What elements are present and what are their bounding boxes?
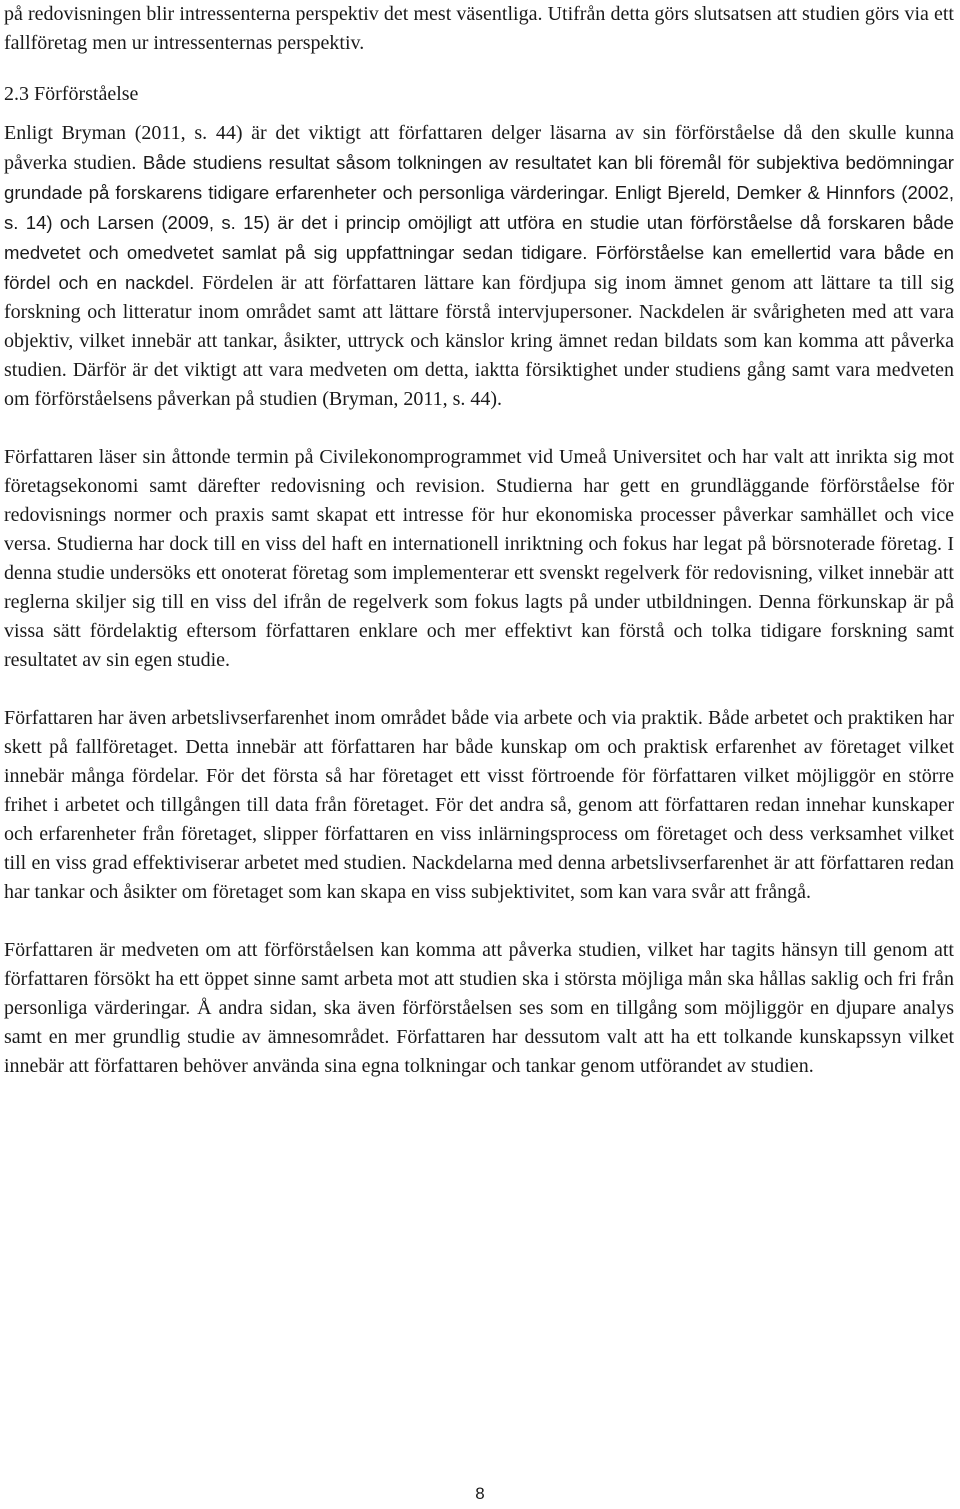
page-number: 8 xyxy=(475,1484,485,1503)
paragraph-awareness: Författaren är medveten om att förförståelsen kan komma att påverka studien, vilket har tagits hänsyn till genom att författaren försökt ha ett öppet sinne samt arbeta mot att studien ska i största möjliga mån ska hållas saklig och fri från personliga värderingar. Å andra sidan, ska även förförståelsen ses som en tillgång som möjliggör en djupare analys samt en mer grundlig studie av ämnesområdet. Författaren har dessutom valt att ha ett tolkande kunskapssyn vilket innebär att författaren behöver använda sina egna tolkningar och tankar genom utförandet av studien. xyxy=(4,939,954,1077)
intro-paragraph: på redovisningen blir intressenterna perspektiv det mest väsentliga. Utifrån detta görs slutsatsen att studien görs via ett fallföretag men ur intressenternas perspektiv. xyxy=(4,3,954,54)
paragraph-preunderstanding-part-3: Fördelen är att författaren lättare kan fördjupa sig inom ämnet genom att lättare ta till sig forskning och litteratur inom området samt att lättare förstå intervjupersoner. Nackdelen är svårigheten med att vara objektiv, vilket innebär att tankar, åsikter, uttryck och känslor kring ämnet redan bildats som kan komma att påverka studien. Därför är det viktigt att vara medveten om detta, iaktta försiktighet under studiens gång samt vara medveten om förförståelsens påverkan på studien (Bryman, 2011, s. 44). xyxy=(4,272,954,410)
paragraph-preunderstanding-part-1: Enligt Bryman (2011, s. 44) är det viktigt att författaren delger läsarna av sin förförståelse då den skulle kunna påverka studien. xyxy=(4,122,954,174)
paragraph-work-experience: Författaren har även arbetslivserfarenhet inom området både via arbete och via praktik. Både arbetet och praktiken har skett på fallföretaget. Detta innebär att författaren har både kunskap om och praktisk erfarenhet av företaget vilket innebär många fördelar. För det första så har företaget ett visst förtroende för författaren vilket möjliggör en större frihet i arbetet och tillgången till data från företaget. För det andra så, genom att författaren redan innehar kunskaper och erfarenheter från företaget, slipper författaren en viss inlärningsprocess om företaget och dess verksamhet vilket till en viss grad effektiviserar arbetet med studien. Nackdelarna med denna arbetslivserfarenhet är att författaren redan har tankar och åsikter om företaget som kan skapa en viss subjektivitet, som kan vara svår att frångå. xyxy=(4,707,954,903)
paragraph-preunderstanding-part-2: Både studiens resultat såsom tolkningen av resultatet kan bli föremål för subjektiva bedömningar grundade på forskarens tidigare erfarenheter och personliga värderingar. Enligt Bjereld, Demker & Hinnfors (2002, s. 14) och Larsen (2009, s. 15) är det i princip omöjligt att utföra en studie utan förförståelse då forskaren både medvetet och omedvetet samlat på sig uppfattningar sedan tidigare. Förförståelse kan emellertid vara både en fördel och en nackdel. xyxy=(4,152,954,293)
paragraph-author-studies: Författaren läser sin åttonde termin på Civilekonomprogrammet vid Umeå Universitet och har valt att inrikta sig mot företagsekonomi samt därefter redovisning och revision. Studierna har gett en grundläggande förförståelse för redovisnings normer och praxis samt skapat ett intresse för hur ekonomiska processer påverkar samhället och vice versa. Studierna har dock till en viss del haft en internationell inriktning och fokus har legat på börsnoterade företag. I denna studie undersöks ett onoterat företag som implementerar ett svenskt regelverk för redovisning, vilket innebär att reglerna skiljer sig till en viss del ifrån de regelverk som fokus lagts på under utbildningen. Denna förkunskap är på vissa sätt fördelaktig eftersom författaren enklare och mer effektivt kan förstå och tolka tidigare forskning samt resultatet av sin egen studie. xyxy=(4,446,954,671)
document-page xyxy=(4,0,954,1081)
paragraph-preunderstanding xyxy=(4,119,954,414)
section-heading: 2.3 Förförståelse xyxy=(4,83,139,105)
